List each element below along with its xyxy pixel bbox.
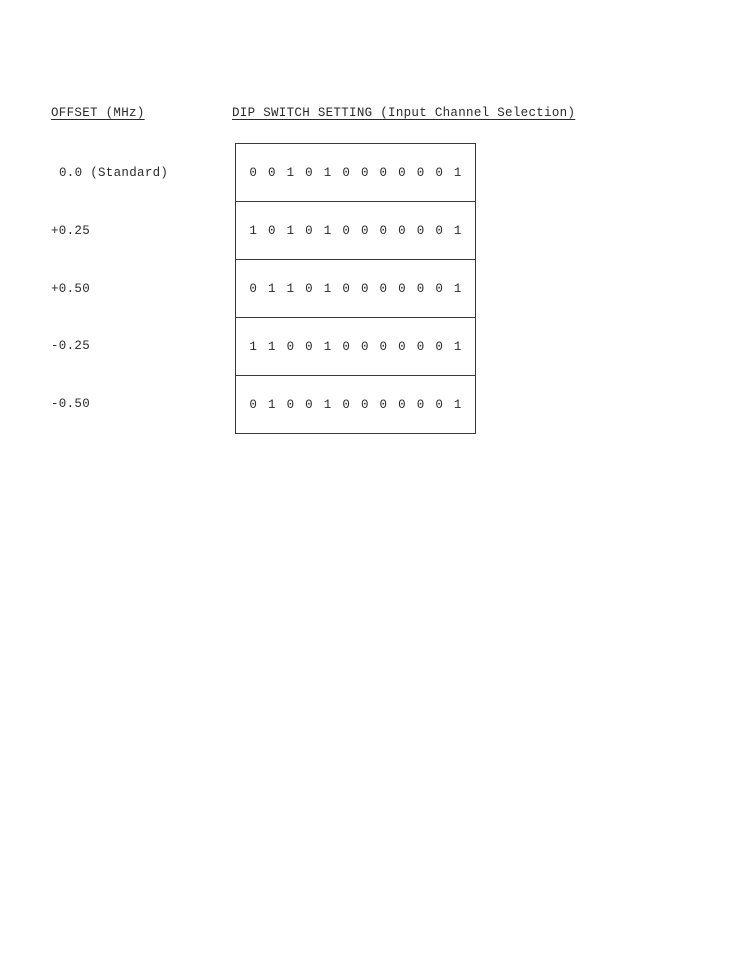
dip-switch-bit: 0: [435, 339, 444, 354]
dip-switch-bit: 0: [416, 165, 425, 180]
dip-switch-bit: 1: [323, 397, 332, 412]
dip-switch-bit: 1: [249, 339, 258, 354]
offset-label: +0.50: [51, 282, 91, 296]
dip-switch-bit: 1: [323, 165, 332, 180]
dip-switch-bit: 0: [379, 397, 388, 412]
dip-switch-bit: 1: [249, 223, 258, 238]
dip-switch-bit: 0: [435, 223, 444, 238]
offset-label: 0.0 (Standard): [59, 166, 169, 180]
dip-switch-bit: 1: [286, 223, 295, 238]
dip-switch-bit: 0: [416, 223, 425, 238]
dip-switch-bit: 0: [342, 223, 351, 238]
dip-switch-bit: 1: [267, 339, 276, 354]
dip-switch-bits: [244, 282, 467, 296]
dip-switch-bit: 0: [416, 339, 425, 354]
dip-switch-bit: 0: [416, 281, 425, 296]
dip-switch-bit: 0: [305, 165, 313, 180]
dip-switch-bit: 0: [398, 397, 406, 412]
dip-switch-bit: 0: [416, 397, 425, 412]
offset-label: +0.25: [51, 224, 91, 238]
dip-switch-bit: 0: [398, 165, 406, 180]
dip-switch-bit: 1: [286, 165, 295, 180]
dip-switch-bits: [244, 398, 467, 412]
dip-switch-bit: 0: [379, 339, 388, 354]
dip-switch-bit: 0: [286, 397, 295, 412]
dip-switch-bit: 0: [305, 281, 313, 296]
dip-switch-bit: 0: [379, 223, 388, 238]
dip-switch-bit: 0: [360, 397, 369, 412]
dip-switch-bit: 0: [267, 165, 276, 180]
dip-switch-bit: 0: [249, 397, 258, 412]
dip-switch-bit: 0: [286, 339, 295, 354]
dip-switch-bit: 0: [360, 281, 369, 296]
dip-switch-table: [235, 143, 476, 434]
dip-switch-row: [236, 202, 475, 260]
dip-switch-bit: 0: [398, 223, 406, 238]
dip-switch-bit: 0: [267, 223, 276, 238]
dip-switch-row: [236, 260, 475, 318]
dip-switch-bit: 0: [398, 281, 406, 296]
dip-switch-bits: [244, 340, 467, 354]
dip-switch-bit: 0: [305, 339, 313, 354]
dip-switch-bit: 1: [453, 397, 462, 412]
dip-switch-row: [236, 144, 475, 202]
dip-switch-bit: 1: [267, 281, 276, 296]
dip-switch-bit: 0: [379, 281, 388, 296]
dip-switch-bit: 1: [453, 339, 462, 354]
dip-switch-bit: 0: [342, 165, 351, 180]
dip-switch-bit: 0: [360, 165, 369, 180]
dip-switch-bit: 0: [379, 165, 388, 180]
dip-switch-bit: 1: [453, 165, 462, 180]
dip-switch-bit: 1: [323, 339, 332, 354]
dip-switch-bit: 0: [342, 397, 351, 412]
dip-switch-row: [236, 376, 475, 433]
dip-switch-bit: 1: [286, 281, 295, 296]
dip-switch-bit: 0: [435, 281, 444, 296]
offset-label: -0.25: [51, 339, 91, 353]
offset-label: -0.50: [51, 397, 91, 411]
dip-switch-bits: [244, 224, 467, 238]
dip-switch-bit: 0: [360, 223, 369, 238]
dip-switch-bit: 1: [323, 223, 332, 238]
dip-switch-bit: 0: [249, 165, 258, 180]
dip-switch-bit: 0: [305, 397, 313, 412]
dip-switch-bit: 1: [453, 281, 462, 296]
dip-switch-bit: 0: [342, 281, 351, 296]
dip-switch-bit: 0: [305, 223, 313, 238]
dip-switch-bit: 0: [342, 339, 351, 354]
dip-switch-column-header: DIP SWITCH SETTING (Input Channel Selection): [232, 106, 576, 120]
dip-switch-bit: 0: [249, 281, 258, 296]
dip-switch-bits: [244, 166, 467, 180]
dip-switch-bit: 1: [323, 281, 332, 296]
dip-switch-bit: 0: [435, 397, 444, 412]
dip-switch-bit: 0: [398, 339, 406, 354]
dip-switch-bit: 1: [453, 223, 462, 238]
offset-column-header: OFFSET (MHz): [51, 106, 145, 120]
dip-switch-bit: 0: [435, 165, 444, 180]
dip-switch-bit: 1: [267, 397, 276, 412]
dip-switch-bit: 0: [360, 339, 369, 354]
dip-switch-row: [236, 318, 475, 376]
